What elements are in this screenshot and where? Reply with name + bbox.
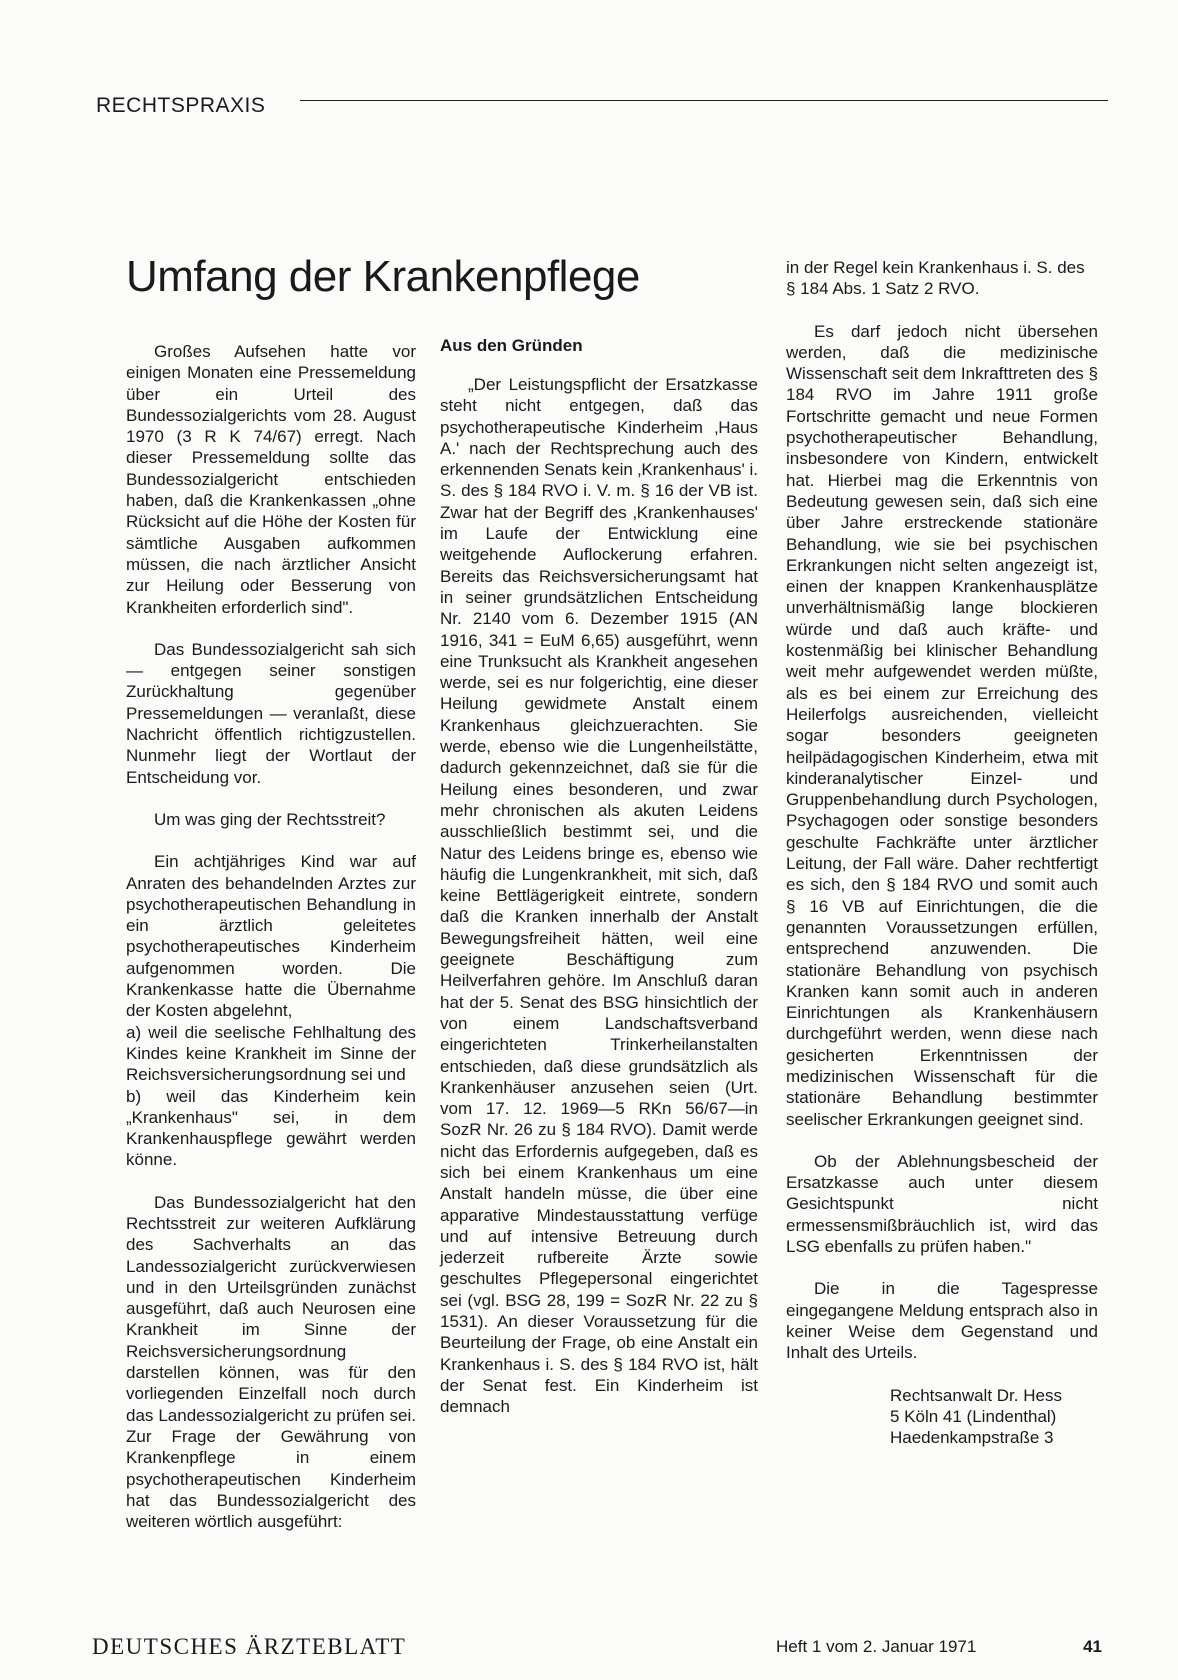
paragraph: in der Regel kein Krankenhaus i. S. des § 184 Abs. 1 Satz 2 RVO. bbox=[786, 258, 1085, 299]
author-name: Rechtsanwalt Dr. Hess bbox=[890, 1385, 1062, 1405]
author-street: Haedenkampstraße 3 bbox=[890, 1428, 1054, 1448]
column-2 bbox=[440, 335, 758, 1439]
paragraph: Um was ging der Rechtsstreit? bbox=[154, 809, 386, 829]
paragraph: „Der Leistungspflicht der Ersatzkasse steht nicht entgegen, daß das psychotherapeutische Kinderheim ‚Haus A.' nach der Rechtsprechung auch des erkennenden Senats kein ‚Krankenhaus' i. S. des § 184 RVO i. V. m. § 16 der VB ist. Zwar hat der Begriff des ‚Krankenhauses' im Laufe der Entwicklung eine weitgehende Auflockerung erfahren. Bereits das Reichsversicherungsamt hat in seiner grundsätzlichen Entscheidung Nr. 2140 vom 6. Dezember 1915 (AN 1916, 341 = EuM 6,65) ausgeführt, wenn eine Trunksucht als Krankheit angesehen werde, sei es nur folgerichtig, eine dieser Heilung gewidmete Anstalt einem Krankenhaus gleichzuerachten. Sie werde, ebenso wie die Lungenheilstätte, dadurch gekennzeichnet, daß sie für die Heilung eines besonderen, und zwar mehr chronischen als akuten Leidens ausschließlich bestimmt sei, und die Natur des Leidens bringe es, ebenso wie häufig die Lungenkrankheit, mit sich, daß keine Bettlägerigkeit eintrete, sondern daß die Kranken innerhalb der Anstalt Bewegungsfreiheit hätten, weil eine geeignete Beschäftigung zum Heilverfahren gehöre. Im Anschluß daran hat der 5. Senat des BSG hinsichtlich der von einem Landschaftsverband eingerichteten Trinkerheilanstalten entschieden, daß diese grundsätzlich als Krankenhäuser anzusehen seien (Urt. vom 17. 12. 1969—5 RKn 56/67—in SozR Nr. 26 zu § 184 RVO). Damit werde nicht das Erfordernis aufgegeben, daß es sich bei einem Krankenhaus um eine Anstalt handeln müsse, die über eine apparative Mindestausstattung verfüge und auf intensive Betreuung durch jederzeit rufbereite Ärzte sowie geschultes Pflegepersonal eingerichtet sei (vgl. BSG 28, 199 = SozR Nr. 22 zu § 1531). An dieser Voraussetzung für die Beurteilung der Frage, ob eine Anstalt ein Krankenhaus i. S. des § 184 RVO ist, hält der Senat fest. Ein Kinderheim ist demnach bbox=[440, 375, 758, 1417]
issue-info: Heft 1 vom 2. Januar 1971 bbox=[776, 1637, 977, 1656]
paragraph: Das Bundessozialgericht hat den Rechtsstreit zur weiteren Aufklärung des Sachverhalts an das Landessozialgericht zurückverwiesen und in den Urteilsgründen zunächst ausgeführt, daß auch Neurosen eine Krankheit im Sinne der Reichsversicherungsordnung darstellen können, was für den vorliegenden Einzelfall noch durch das Landessozialgericht zu prüfen sei. Zur Frage der Gewährung von Krankenpflege in einem psychotherapeutischen Kinderheim hat das Bundessozialgericht des weiteren wörtlich ausgeführt: bbox=[126, 1192, 416, 1532]
journal-name: DEUTSCHES ÄRZTEBLATT bbox=[92, 1634, 407, 1659]
list-item: b) weil das Kinderheim kein „Krankenhaus" sei, in dem Krankenhauspflege gewährt werden könne. bbox=[126, 1086, 416, 1170]
signature bbox=[890, 1385, 1098, 1449]
author-city: 5 Köln 41 (Lindenthal) bbox=[890, 1406, 1057, 1426]
paragraph: Das Bundessozialgericht sah sich — entgegen seiner sonstigen Zurückhaltung gegenüber Pressemeldungen — veranlaßt, diese Nachricht öffentlich richtigzustellen. Nunmehr liegt der Wortlaut der Entscheidung vor. bbox=[126, 639, 416, 787]
article-title: Umfang der Krankenpflege bbox=[126, 252, 640, 301]
header-rule bbox=[300, 100, 1108, 101]
paragraph: Ob der Ablehnungsbescheid der Ersatzkasse auch unter diesem Gesichtspunkt nicht ermessensmißbräuchlich ist, wird das LSG ebenfalls zu prüfen haben." bbox=[786, 1151, 1098, 1257]
page-footer bbox=[92, 1633, 1102, 1661]
list-item: a) weil die seelische Fehlhaltung des Kindes keine Krankheit im Sinne der Reichsversicherungsordnung sei und bbox=[126, 1022, 416, 1085]
section-label: RECHTSPRAXIS bbox=[96, 94, 266, 117]
paragraph: Großes Aufsehen hatte vor einigen Monaten eine Pressemeldung über ein Urteil des Bundessozialgerichts vom 28. August 1970 (3 R K 74/67) erregt. Nach dieser Pressemeldung sollte das Bundessozialgericht entschieden haben, daß die Krankenkassen „ohne Rücksicht auf die Höhe der Kosten für sämtliche Ausgaben aufkommen müssen, die nach ärztlicher Ansicht zur Heilung oder Besserung von Krankheiten erforderlich sind". bbox=[126, 342, 416, 617]
column-3 bbox=[786, 257, 1098, 1469]
paragraph: Es darf jedoch nicht übersehen werden, daß die medizinische Wissenschaft seit dem Inkrafttreten des § 184 RVO im Jahre 1911 große Fortschritte gemacht und neue Formen psychotherapeutischer Behandlung, insbesondere von Kindern, entwickelt hat. Hierbei mag die Erkenntnis von Bedeutung gewesen sein, daß sich eine über Jahre erstreckende stationäre Behandlung, wie sie bei psychischen Erkrankungen nicht selten angezeigt ist, einen der knappen Krankenhausplätze unverhältnismäßig lange blockieren würde und daß auch kräfte- und kostenmäßig bei klinischer Behandlung weit mehr aufgewendet werden müßte, als es bei einem zur Erreichung des Heilerfolgs ausreichenden, vielleicht sogar besonders geeigneten heilpädagogischen Kinderheim, etwa mit kinderanalytischer Einzel- und Gruppenbehandlung durch Psychologen, Psychagogen oder sonstige besonders geschulte Fachkräfte unter ärztlicher Leitung, der Fall wäre. Daher rechtfertigt es sich, den § 184 RVO und somit auch § 16 VB auf Einrichtungen, die die genannten Voraussetzungen erfüllen, entsprechend anzuwenden. Die stationäre Behandlung von psychisch Kranken kann somit auch in anderen Einrichtungen als Krankenhäusern durchgeführt werden, wenn diese nach gesicherten Erkenntnissen der medizinischen Wissenschaft für die stationäre Behandlung bestimmter seelischer Erkrankungen geeignet sind. bbox=[786, 321, 1098, 1129]
page-number: 41 bbox=[1083, 1637, 1102, 1656]
paragraph: Ein achtjähriges Kind war auf Anraten des behandelnden Arztes zur psychotherapeutischen Behandlung in ein ärztlich geleitetes psychotherapeutisches Kinderheim aufgenommen worden. Die Krankenkasse hatte die Übernahme der Kosten abgelehnt, bbox=[126, 852, 416, 1021]
subheading: Aus den Gründen bbox=[440, 336, 583, 355]
column-1 bbox=[126, 341, 416, 1553]
paragraph: Die in die Tagespresse eingegangene Meldung entsprach also in keiner Weise dem Gegenstand und Inhalt des Urteils. bbox=[786, 1279, 1098, 1363]
